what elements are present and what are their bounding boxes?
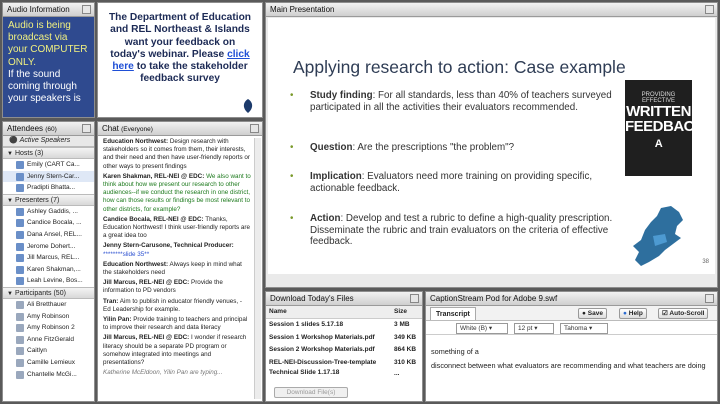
- presenter-icon: [16, 219, 24, 227]
- attendee-name: Karen Shakman,...: [27, 265, 81, 273]
- audio-line: your speakers is: [8, 93, 81, 105]
- pod-menu-icon[interactable]: [250, 124, 259, 133]
- presenter-icon: [16, 208, 24, 216]
- attendees-pod: [2, 121, 95, 402]
- chat-scrollbar[interactable]: [254, 138, 261, 399]
- slide: [268, 18, 715, 274]
- chevron-down-icon: ▾: [488, 325, 493, 332]
- bullet-label: Implication: [310, 171, 362, 182]
- chat-sender: Education Northwest:: [103, 260, 169, 268]
- attendee-name: Amy Robinson: [27, 312, 70, 320]
- file-size: 3 MB: [394, 321, 410, 329]
- chat-text: We also want to think about how we present our research to other audiences--if we conduct the research in one district, how can those results or findings be most relevant to other districts, for example?: [103, 172, 251, 213]
- slide-bullet: [290, 171, 630, 194]
- attendee-name: Candice Bocala, ...: [27, 219, 82, 227]
- autoscroll-toggle[interactable]: [658, 308, 708, 319]
- chat-text: ********slide 35**: [103, 250, 150, 258]
- attendee-name: Dana Ansel, REL...: [27, 230, 82, 238]
- font-size-select[interactable]: [514, 323, 554, 334]
- survey-line: want your feedback on: [124, 36, 236, 48]
- file-name: Session 2 Workshop Materials.pdf: [269, 346, 375, 354]
- attendee-name: Ashley Gaddis, ...: [27, 207, 78, 215]
- pod-menu-icon[interactable]: [705, 5, 714, 14]
- participants-label: Participants (50): [14, 289, 66, 297]
- hosts-group[interactable]: [3, 147, 94, 159]
- chat-message: [103, 242, 251, 258]
- chat-text: Provide training to teachers and principal to improve their research and data literacy: [103, 316, 248, 332]
- slide-bullet: [290, 213, 630, 248]
- book-cover-subtitle: PROVIDING EFFECTIVE: [641, 92, 676, 104]
- participants-group[interactable]: [3, 287, 94, 299]
- survey-line: feedback survey: [140, 73, 220, 85]
- caption-toolbar: [426, 306, 717, 321]
- transcript-text: [426, 343, 717, 374]
- chat-text: I wonder if research literacy should be a separate PD program or somehow integrated into meetings and presentations?: [103, 334, 247, 367]
- slide-page-number: 38: [702, 259, 709, 265]
- chat-messages: [98, 136, 262, 401]
- chat-text: Aim to publish in educator friendly venues, - Ed Leadership for example.: [103, 297, 242, 313]
- attendees-title: Attendees: [7, 124, 44, 133]
- attendee-name: Jerome Dohert...: [27, 242, 76, 250]
- presenter-icon: [16, 231, 24, 239]
- pod-menu-icon[interactable]: [82, 124, 91, 133]
- chevron-down-icon: ▾: [534, 325, 538, 332]
- file-size: ...: [394, 369, 400, 377]
- survey-line: and REL Northeast & Islands: [110, 24, 250, 36]
- attendee-row[interactable]: [3, 241, 94, 253]
- attendee-name: Emily (CART Ca...: [27, 161, 80, 168]
- download-files-button[interactable]: Download File(s): [274, 387, 348, 398]
- pod-menu-icon[interactable]: [705, 294, 714, 303]
- survey-line: today's webinar. Please: [110, 48, 228, 60]
- attendee-name: Camille Lemieux: [27, 358, 76, 366]
- files-table: [266, 306, 422, 377]
- caption-format-bar: [426, 321, 717, 335]
- attendee-row[interactable]: [3, 311, 94, 323]
- attendee-row[interactable]: [3, 369, 94, 381]
- chat-message: [103, 261, 251, 277]
- chat-message: [103, 173, 251, 214]
- bullet-text: : Develop and test a rubric to define a high-quality prescription. Disseminate the rubric and train evaluators on the criteria of effective feedback.: [310, 213, 613, 248]
- chat-message: [103, 279, 251, 295]
- attendee-name: Chantelle McGi...: [27, 370, 77, 378]
- attendee-row[interactable]: [3, 322, 94, 334]
- attendee-row[interactable]: [3, 206, 94, 218]
- slide-bullet: [290, 90, 630, 113]
- audio-pod-header: [3, 3, 94, 17]
- chat-message: [103, 138, 251, 171]
- presenters-group[interactable]: [3, 194, 94, 206]
- survey-notice: [97, 2, 263, 118]
- presenter-icon: [16, 277, 24, 285]
- bullet-icon: •: [290, 90, 294, 101]
- chat-text: Always keep in mind what the stakeholders need: [103, 260, 242, 277]
- participant-icon: [16, 301, 24, 309]
- presentation-header: [266, 3, 717, 17]
- presenter-icon: [16, 254, 24, 262]
- file-name: Session 1 Workshop Materials.pdf: [269, 333, 375, 341]
- audio-line: broadcast via: [8, 32, 68, 44]
- tab-transcript[interactable]: Transcript: [430, 307, 476, 320]
- file-name: REL-NEI-Discussion-Tree-template: [269, 359, 377, 367]
- presentation-title: Main Presentation: [270, 5, 335, 14]
- chat-message: [103, 316, 251, 332]
- file-size: 349 KB: [394, 333, 417, 341]
- caption-pod: [425, 291, 718, 402]
- color-select-value: White (B): [460, 325, 488, 332]
- caption-title: CaptionStream Pod for Adobe 9.swf: [430, 294, 558, 303]
- file-row[interactable]: [266, 318, 422, 331]
- attendee-name: Jenny Stern-Car...: [27, 172, 80, 180]
- bullet-text: : Evaluators need more training on providing specific, actionable feedback.: [310, 171, 593, 194]
- attendee-row[interactable]: [3, 334, 94, 346]
- chat-message: [103, 334, 251, 367]
- attendee-name: Jill Marcus, REL...: [27, 254, 80, 262]
- chat-scope: (Everyone): [121, 126, 153, 133]
- book-cover-title: FEEDBACK: [625, 118, 705, 135]
- attendee-row[interactable]: [3, 357, 94, 369]
- attendees-header: [3, 122, 94, 136]
- attendee-row[interactable]: [3, 182, 94, 194]
- audio-line: ONLY.: [8, 56, 36, 68]
- attendee-name: Pradipti Bhatta...: [27, 184, 76, 192]
- audio-line: your COMPUTER: [8, 44, 88, 56]
- attendee-name: Amy Robinson 2: [27, 324, 75, 332]
- chat-header: [98, 122, 262, 136]
- transcript-line: something of a: [431, 347, 479, 356]
- caption-header: [426, 292, 717, 306]
- file-size: 310 KB: [394, 359, 417, 367]
- help-icon: ●: [623, 310, 627, 317]
- files-title: Download Today's Files: [270, 294, 354, 303]
- chat-sender: Karen Shakman, REL-NEI @ EDC:: [103, 172, 205, 180]
- audio-line: coming through: [8, 81, 77, 93]
- triangle-down-icon: ▼: [7, 151, 13, 157]
- survey-line: The Department of Education: [108, 12, 252, 23]
- files-col-size[interactable]: Size: [391, 306, 422, 318]
- presenters-label: Presenters (7): [14, 196, 60, 204]
- chat-title: Chat: [102, 124, 119, 133]
- active-speakers-label: Active Speakers: [19, 137, 71, 144]
- triangle-down-icon: ▼: [7, 290, 13, 297]
- book-cover-letter: A: [654, 138, 663, 150]
- bullet-label: Question: [310, 142, 353, 153]
- leaf-logo-icon: [240, 98, 256, 114]
- audio-line: If the sound: [8, 68, 61, 80]
- host-icon: [16, 173, 24, 181]
- slide-bullet: [290, 142, 630, 154]
- attendee-name: Anne FitzGerald: [27, 335, 74, 343]
- chat-sender: Tran:: [103, 297, 119, 305]
- files-header: [266, 292, 422, 306]
- chat-sender: Candice Bocala, REL-NEI @ EDC:: [103, 215, 204, 223]
- size-select-value: 12 pt: [518, 325, 533, 332]
- typing-indicator: Katherine McEldoon, Yilin Pan are typing...: [103, 369, 223, 377]
- chat-text: Design research with stakeholders so it comes from them, their interests, and their need and then have user-friendly reports or other ways to present findings: [103, 138, 251, 170]
- attendee-name: Caitlyn: [27, 347, 47, 355]
- help-label: Help: [628, 310, 643, 317]
- files-col-name[interactable]: Name: [266, 306, 391, 318]
- checkbox-icon: ☑: [662, 310, 668, 317]
- attendee-name: Ali Bretthauer: [27, 300, 67, 308]
- hosts-label: Hosts (3): [14, 150, 44, 157]
- chat-sender: Yilin Pan:: [103, 316, 132, 324]
- chevron-down-icon: ▾: [588, 325, 593, 332]
- audio-line: Audio is being: [8, 20, 71, 31]
- chat-message: [103, 298, 251, 314]
- attendee-row[interactable]: [3, 159, 94, 171]
- attendee-row[interactable]: [3, 252, 94, 264]
- file-row[interactable]: [266, 356, 422, 369]
- bullet-text: : Are the prescriptions "the problem"?: [352, 142, 515, 153]
- attendee-row[interactable]: [3, 275, 94, 287]
- file-row[interactable]: [266, 344, 422, 357]
- bullet-text: : For all standards, less than 40% of teachers surveyed participated in all the activities their evaluators recommended.: [310, 90, 612, 113]
- chat-pod: [97, 121, 263, 402]
- pod-menu-icon[interactable]: [82, 5, 91, 14]
- font-select[interactable]: [560, 323, 608, 334]
- bullet-icon: •: [290, 171, 294, 182]
- file-row[interactable]: [266, 331, 422, 344]
- save-icon: ●: [582, 310, 586, 317]
- bullet-label: Action: [310, 213, 341, 224]
- book-cover-image: [625, 80, 705, 176]
- bullet-icon: •: [290, 213, 294, 224]
- save-label: Save: [587, 310, 603, 317]
- presenter-icon: [16, 266, 24, 274]
- participant-icon: [16, 313, 24, 321]
- attendee-row[interactable]: [3, 264, 94, 276]
- attendee-row[interactable]: [3, 299, 94, 311]
- autoscroll-label: Auto-Scroll: [669, 310, 705, 317]
- northeast-map-icon: [631, 206, 689, 268]
- chat-message: [103, 216, 251, 241]
- survey-link[interactable]: click: [227, 48, 250, 60]
- file-name: Technical Slide 1.17.18: [269, 369, 340, 377]
- audio-pod-title: Audio Information: [7, 5, 70, 14]
- participant-icon: [16, 371, 24, 379]
- participant-icon: [16, 347, 24, 355]
- audio-pod: [2, 2, 95, 118]
- file-row[interactable]: [266, 369, 422, 377]
- survey-link[interactable]: here: [112, 61, 134, 73]
- save-button[interactable]: [578, 308, 607, 319]
- active-speakers: ⚫ Active Speakers: [3, 136, 94, 147]
- files-pod: [265, 291, 423, 402]
- file-size: 864 KB: [394, 346, 417, 354]
- transcript-line: disconnect between what evaluators are recommending and what teachers are doing: [431, 361, 706, 370]
- chat-text: Provide the information to PD vendors: [103, 279, 223, 295]
- attendee-row[interactable]: [3, 345, 94, 357]
- participant-icon: [16, 359, 24, 367]
- book-cover-title: WRITTEN: [626, 103, 691, 120]
- bullet-label: Study finding: [310, 90, 373, 101]
- participant-icon: [16, 324, 24, 332]
- attendee-row[interactable]: [3, 217, 94, 229]
- host-icon: [16, 184, 24, 192]
- file-name: Session 1 slides 5.17.18: [269, 321, 344, 329]
- chat-sender: Jill Marcus, REL-NEI @ EDC:: [103, 279, 190, 287]
- presenter-icon: [16, 243, 24, 251]
- participant-icon: [16, 336, 24, 344]
- survey-line: to take the stakeholder: [133, 61, 248, 73]
- chat-text: Thanks, Education Northwest! I think user-friendly reports are a great idea too: [103, 215, 250, 240]
- attendee-row[interactable]: [3, 229, 94, 241]
- font-select-value: Tahoma: [564, 325, 588, 332]
- slide-title: Applying research to action: Case example: [293, 57, 626, 77]
- triangle-down-icon: ▼: [7, 197, 13, 204]
- pod-menu-icon[interactable]: [410, 294, 419, 303]
- color-select[interactable]: [456, 323, 508, 334]
- attendees-count: (60): [45, 126, 57, 133]
- audio-message: [3, 17, 94, 117]
- chat-sender: Jenny Stern-Carusone, Technical Producer:: [103, 242, 234, 250]
- attendee-name: Leah Levine, Bos...: [27, 277, 83, 285]
- help-button[interactable]: [619, 308, 647, 319]
- chat-sender: Jill Marcus, REL-NEI @ EDC:: [103, 334, 190, 342]
- host-icon: [16, 161, 24, 169]
- attendee-row[interactable]: [3, 171, 94, 183]
- chat-sender: Education Northwest:: [103, 138, 169, 145]
- bullet-icon: •: [290, 142, 294, 153]
